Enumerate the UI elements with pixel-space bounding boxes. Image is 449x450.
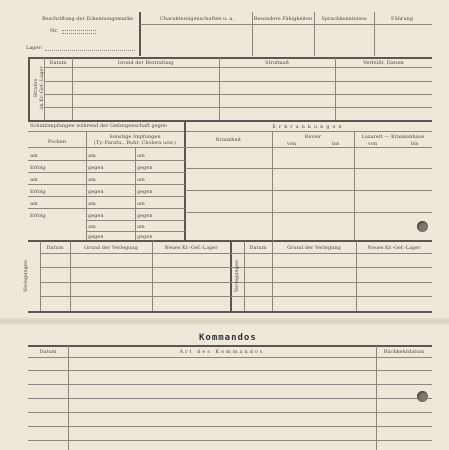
strafen-header-verbuesst: Verbüßt, Datum bbox=[363, 60, 404, 66]
nr-label: Nr. bbox=[50, 28, 58, 34]
kommandos-title: Kommandos bbox=[199, 333, 257, 343]
revier-von: von bbox=[287, 141, 297, 147]
kommandos-header-rueckkehr: Rückkehrdatum bbox=[383, 349, 425, 355]
strafen-header-grund: Grund der Bestrafung bbox=[117, 60, 174, 66]
strafen-side-label-1: Strafen bbox=[33, 78, 39, 98]
krankheit-header: Krankheit bbox=[215, 137, 242, 143]
verlegungen-header-lager-left: Neues Kr.-Gef.-Lager bbox=[164, 245, 218, 251]
strafen-side-label-2: im Kr.-Gef.-Lager bbox=[39, 66, 45, 110]
verlegungen-header-grund-left: Grund der Verlegung bbox=[84, 245, 138, 251]
card-fold bbox=[0, 318, 449, 325]
impf-row-7-sonstige1: gegen bbox=[88, 234, 104, 240]
impf-pocken-header: Pocken bbox=[47, 139, 67, 145]
punch-hole-lower bbox=[417, 391, 428, 402]
fuehrung-header: Führung bbox=[391, 16, 413, 22]
impf-sonstige-header: Sonstige Impfungen bbox=[109, 134, 161, 140]
impf-row-5-pocken: Erfolg bbox=[30, 213, 46, 219]
impf-row-4-sonstige2: am bbox=[137, 201, 145, 207]
impf-row-7-sonstige2: gegen bbox=[137, 234, 153, 240]
faehigkeiten-header: Besondere Fähigkeiten bbox=[253, 16, 313, 22]
strafen-header-datum: Datum bbox=[49, 60, 67, 66]
erkrankungen-title: Erkrankungen bbox=[272, 124, 345, 130]
verlegungen-header-datum-right: Datum bbox=[249, 245, 267, 251]
impf-row-0-pocken: am bbox=[30, 153, 38, 159]
strafen-header-strafmass: Strafmaß bbox=[265, 60, 289, 66]
lazarett-von: von bbox=[368, 141, 378, 147]
impf-sonstige-sub: (Ty.-Paratu., Ruhr, Cholera usw.) bbox=[93, 140, 177, 146]
revier-bis: bis bbox=[332, 141, 340, 147]
impf-row-2-sonstige2: am bbox=[137, 177, 145, 183]
charakter-header: Charaktereigenschaften u. a. bbox=[160, 16, 234, 22]
verlegungen-header-lager-right: Neues Kr.-Gef.-Lager bbox=[367, 245, 421, 251]
verlegungen-header-grund-right: Grund der Verlegung bbox=[287, 245, 341, 251]
impf-row-5-sonstige2: gegen bbox=[137, 213, 153, 219]
impf-row-1-sonstige2: gegen bbox=[137, 165, 153, 171]
impf-row-4-sonstige1: am bbox=[88, 201, 96, 207]
impf-row-2-sonstige1: am bbox=[88, 177, 96, 183]
impf-row-0-sonstige2: am bbox=[137, 153, 145, 159]
beschriftung-label: Beschriftung der Erkennungsmarke bbox=[42, 16, 134, 22]
impf-row-0-sonstige1: am bbox=[88, 153, 96, 159]
kommandos-header-art: Art des Kommandos bbox=[179, 349, 265, 355]
impf-row-6-sonstige1: am bbox=[88, 224, 96, 230]
impf-row-1-pocken: Erfolg bbox=[30, 165, 46, 171]
impf-row-4-pocken: am bbox=[30, 201, 38, 207]
verlegungen-side-label-left: Verlegungen bbox=[23, 259, 29, 293]
impf-row-2-pocken: am bbox=[30, 177, 38, 183]
impf-row-1-sonstige1: gegen bbox=[88, 165, 104, 171]
impf-row-3-pocken: Erfolg bbox=[30, 189, 46, 195]
punch-hole-upper bbox=[417, 221, 428, 232]
impf-row-6-sonstige2: am bbox=[137, 224, 145, 230]
revier-header: Revier bbox=[304, 134, 322, 140]
impf-row-3-sonstige2: gegen bbox=[137, 189, 153, 195]
verlegungen-side-label-right: Verlegungen bbox=[234, 259, 240, 293]
verlegungen-header-datum-left: Datum bbox=[46, 245, 64, 251]
lazarett-bis: bis bbox=[411, 141, 419, 147]
kommandos-header-datum: Datum bbox=[39, 349, 57, 355]
lager-label: Lager: bbox=[26, 45, 43, 51]
lazarett-header: Lazarett — Krankenhaus bbox=[361, 134, 425, 140]
impf-row-3-sonstige1: gegen bbox=[88, 189, 104, 195]
sprachen-header: Sprachkenntnisse bbox=[321, 16, 367, 22]
impf-row-5-sonstige1: gegen bbox=[88, 213, 104, 219]
impf-title: Schutzimpfungen während der Gefangenschaft gegen bbox=[30, 123, 168, 129]
